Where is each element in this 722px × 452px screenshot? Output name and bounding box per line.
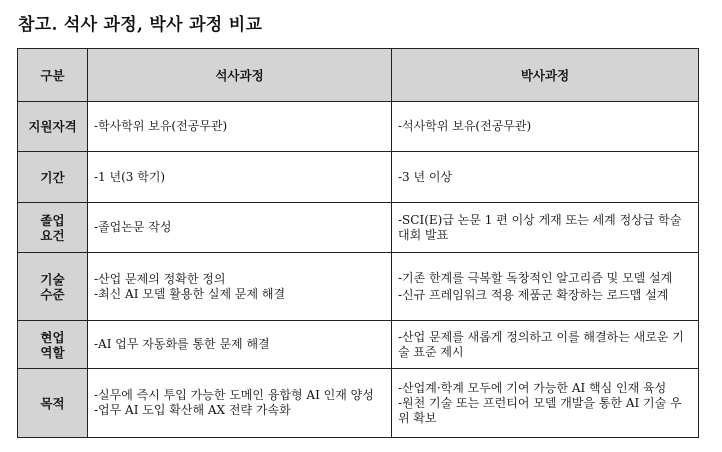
page-title: 참고. 석사 과정, 박사 과정 비교 [18, 15, 263, 35]
phd-cell: -석사학위 보유(전공무관) [392, 102, 699, 152]
header-category: 구분 [18, 49, 88, 102]
phd-cell: -3 년 이상 [392, 152, 699, 203]
row-label: 졸업 요건 [18, 203, 88, 253]
row-label: 지원자격 [18, 102, 88, 152]
table-row [18, 253, 699, 321]
phd-cell: -산업 문제를 새롭게 정의하고 이를 해결하는 새로운 기술 표준 제시 [392, 321, 699, 369]
phd-cell: -SCI(E)급 논문 1 편 이상 게재 또는 세계 정상급 학술대회 발표 [392, 203, 699, 253]
master-cell: -1 년(3 학기) [88, 152, 392, 203]
table-row [18, 321, 699, 369]
phd-cell: -기존 한계를 극복할 독창적인 알고리즘 및 모델 설계 -신규 프레임워크 적용 제품군 확장하는 로드맵 설계 [392, 253, 699, 321]
table-row [18, 203, 699, 253]
row-label: 목적 [18, 369, 88, 438]
master-cell: -실무에 즉시 투입 가능한 도메인 융합형 AI 인재 양성 -업무 AI 도입 확산해 AX 전략 가속화 [88, 369, 392, 438]
row-label: 기간 [18, 152, 88, 203]
row-label: 현업 역할 [18, 321, 88, 369]
row-label: 기술 수준 [18, 253, 88, 321]
table-header-row [18, 49, 699, 102]
table-row [18, 102, 699, 152]
master-cell: -AI 업무 자동화를 통한 문제 해결 [88, 321, 392, 369]
master-cell: -졸업논문 작성 [88, 203, 392, 253]
header-master: 석사과정 [88, 49, 392, 102]
header-phd: 박사과정 [392, 49, 699, 102]
table-row [18, 369, 699, 438]
phd-cell: -산업계·학계 모두에 기여 가능한 AI 핵심 인재 육성 -원천 기술 또는 프런티어 모델 개발을 통한 AI 기술 우위 확보 [392, 369, 699, 438]
master-cell: -산업 문제의 정확한 정의 -최신 AI 모델 활용한 실제 문제 해결 [88, 253, 392, 321]
table-row [18, 152, 699, 203]
comparison-table [17, 48, 699, 438]
master-cell: -학사학위 보유(전공무관) [88, 102, 392, 152]
